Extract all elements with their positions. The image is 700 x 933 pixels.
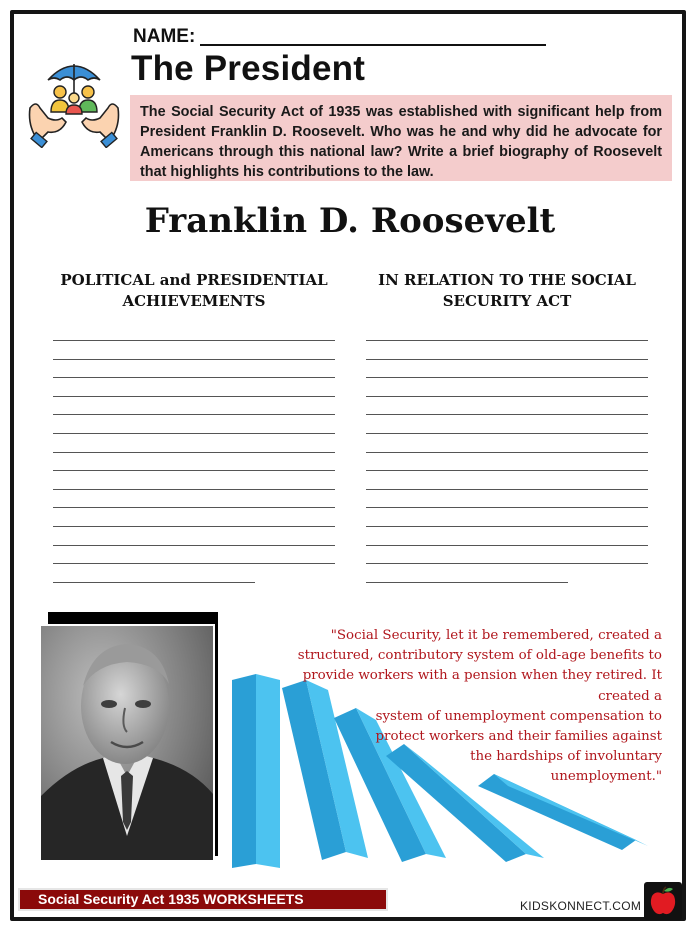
writing-line[interactable] (53, 470, 335, 489)
portrait-photo (39, 624, 215, 862)
column-heading-social-security (357, 270, 657, 312)
writing-line[interactable] (53, 545, 335, 564)
umbrella-family-hands-icon (26, 52, 122, 148)
writing-line[interactable] (366, 545, 648, 564)
writing-line[interactable] (53, 452, 335, 471)
writing-line[interactable] (53, 563, 335, 582)
column-heading-line: IN RELATION TO THE SOCIAL (378, 271, 636, 289)
writing-line[interactable] (366, 396, 648, 415)
quote-line: structured, contributory system of old-age benefits to (297, 648, 662, 664)
writing-line[interactable] (366, 340, 648, 359)
writing-lines-left[interactable] (53, 340, 335, 600)
writing-line[interactable] (53, 582, 255, 601)
writing-line[interactable] (53, 340, 335, 359)
writing-lines-right[interactable] (366, 340, 648, 600)
quote-line: provide workers with a pension when they retired. It (302, 668, 662, 684)
column-heading-line: POLITICAL and PRESIDENTIAL (60, 271, 328, 289)
writing-line[interactable] (53, 526, 335, 545)
writing-line[interactable] (366, 377, 648, 396)
fdr-quote (270, 626, 662, 788)
writing-line[interactable] (366, 526, 648, 545)
worksheet-series-label: Social Security Act 1935 WORKSHEETS (18, 888, 388, 911)
writing-line[interactable] (53, 396, 335, 415)
page-title: The President (131, 49, 366, 88)
writing-line[interactable] (366, 470, 648, 489)
brand-name[interactable]: KIDSKONNECT.COM (520, 899, 642, 913)
column-heading-line: ACHIEVEMENTS (122, 292, 266, 310)
quote-line: created a (598, 688, 662, 704)
writing-line[interactable] (53, 507, 335, 526)
subject-heading: Franklin D. Roosevelt (144, 201, 556, 241)
portrait-image (41, 626, 213, 860)
writing-line[interactable] (366, 489, 648, 508)
apple-icon (644, 882, 682, 920)
writing-line[interactable] (53, 489, 335, 508)
writing-line[interactable] (366, 433, 648, 452)
quote-line: the hardships of involuntary (470, 749, 662, 765)
writing-line[interactable] (366, 563, 648, 582)
writing-line[interactable] (366, 507, 648, 526)
writing-line[interactable] (366, 359, 648, 378)
quote-line: protect workers and their families against (375, 729, 662, 745)
instructions-box: The Social Security Act of 1935 was established with significant help from President Franklin D. Roosevelt. Who was he and why did he advocate for Americans through this national law? Write a brief biography of Roosevelt that highlights his contributions to the law. (130, 95, 672, 181)
quote-line: "Social Security, let it be remembered, created a (330, 628, 662, 643)
writing-line[interactable] (53, 433, 335, 452)
writing-line[interactable] (366, 452, 648, 471)
writing-line[interactable] (366, 582, 568, 601)
apple-icon-graphic (644, 882, 682, 920)
writing-line[interactable] (53, 414, 335, 433)
name-field-line[interactable] (200, 44, 546, 46)
writing-line[interactable] (53, 359, 335, 378)
writing-line[interactable] (366, 414, 648, 433)
column-heading-line: SECURITY ACT (442, 292, 572, 310)
writing-line[interactable] (53, 377, 335, 396)
quote-line: unemployment." (550, 769, 662, 785)
column-heading-achievements (44, 270, 344, 312)
name-label: NAME: (133, 26, 196, 47)
quote-line: system of unemployment compensation to (375, 708, 662, 724)
